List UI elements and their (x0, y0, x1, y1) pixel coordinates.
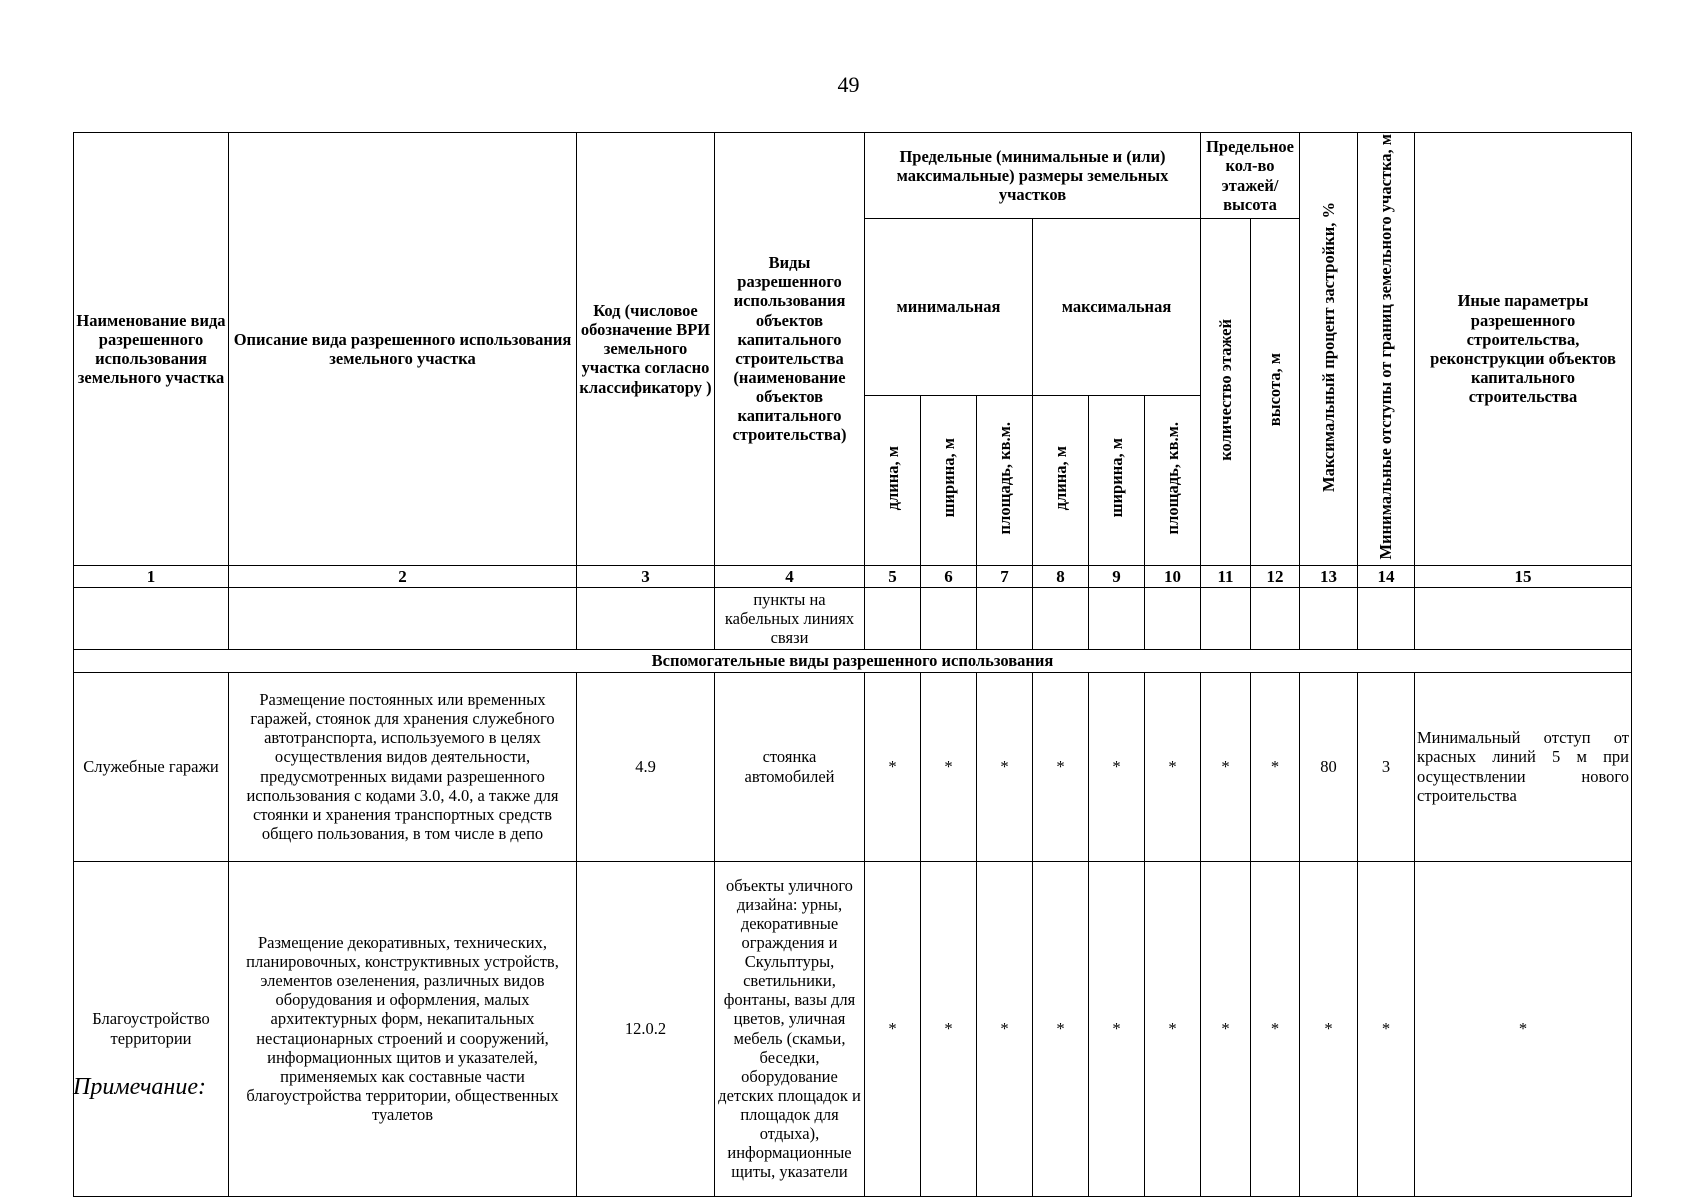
column-number: 12 (1251, 565, 1300, 588)
column-number: 9 (1089, 565, 1145, 588)
continuation-objects: пункты на кабельных линиях связи (715, 588, 865, 650)
column-number: 3 (577, 565, 715, 588)
land-use-code: 12.0.2 (577, 861, 715, 1196)
header-min-group: минимальная (865, 219, 1033, 396)
header-other-params: Иные параметры разрешенного строительства, реконструкции объектов капитального строительства (1415, 133, 1632, 566)
header-floors: количество этажей (1201, 219, 1251, 566)
empty-cell (1033, 588, 1089, 650)
header-col-objects: Виды разрешенного использования объектов капитального строительства (наименование объектов капитального строительства) (715, 133, 865, 566)
land-use-name: Благоустройство территории (74, 861, 229, 1196)
max-percent-value: 80 (1300, 672, 1358, 861)
land-use-objects: стоянка автомобилей (715, 672, 865, 861)
max-area-value: * (1145, 672, 1201, 861)
section-title: Вспомогательные виды разрешенного использования (74, 650, 1632, 672)
empty-cell (1415, 588, 1632, 650)
column-number: 14 (1358, 565, 1415, 588)
max-width-value: * (1089, 861, 1145, 1196)
max-length-value: * (1033, 672, 1089, 861)
header-min-length: длина, м (865, 395, 921, 565)
max-percent-value: * (1300, 861, 1358, 1196)
min-area-value: * (977, 861, 1033, 1196)
column-number: 8 (1033, 565, 1089, 588)
empty-cell (865, 588, 921, 650)
empty-cell (1201, 588, 1251, 650)
empty-cell (977, 588, 1033, 650)
land-use-name: Служебные гаражи (74, 672, 229, 861)
land-use-description: Размещение декоративных, технических, планировочных, конструктивных устройств, элементов озеленения, различных видов оборудования и оформления, малых архитектурных форм, некапитальных нестационарных строений и сооружений, информационных щитов и указателей, применяемых как составные части благоустройства территории, общественных туалетов (229, 861, 577, 1196)
floors-value: * (1201, 672, 1251, 861)
header-max-percent: Максимальный процент застройки, % (1300, 133, 1358, 566)
max-area-value: * (1145, 861, 1201, 1196)
column-number: 2 (229, 565, 577, 588)
empty-cell (1300, 588, 1358, 650)
header-col-code: Код (числовое обозначение ВРИ земельного участка согласно классификатору ) (577, 133, 715, 566)
empty-cell (74, 588, 229, 650)
header-max-width: ширина, м (1089, 395, 1145, 565)
section-row (74, 650, 1632, 672)
min-setback-value: 3 (1358, 672, 1415, 861)
header-max-group: максимальная (1033, 219, 1201, 396)
column-number: 13 (1300, 565, 1358, 588)
header-row-1 (74, 133, 1632, 219)
header-floors-group: Предельное кол-во этажей/ высота (1201, 133, 1300, 219)
column-number: 11 (1201, 565, 1251, 588)
max-length-value: * (1033, 861, 1089, 1196)
header-col-name: Наименование вида разрешенного использования земельного участка (74, 133, 229, 566)
max-width-value: * (1089, 672, 1145, 861)
min-area-value: * (977, 672, 1033, 861)
header-col-description: Описание вида разрешенного использования земельного участка (229, 133, 577, 566)
floors-value: * (1201, 861, 1251, 1196)
continuation-row (74, 588, 1632, 650)
height-value: * (1251, 861, 1300, 1196)
note-label: Примечание: (73, 1074, 206, 1100)
column-number: 1 (74, 565, 229, 588)
header-height: высота, м (1251, 219, 1300, 566)
column-number: 4 (715, 565, 865, 588)
empty-cell (1251, 588, 1300, 650)
column-number: 15 (1415, 565, 1632, 588)
empty-cell (1145, 588, 1201, 650)
column-numbers-row (74, 565, 1632, 588)
empty-cell (1089, 588, 1145, 650)
land-use-table (73, 132, 1632, 1197)
empty-cell (229, 588, 577, 650)
header-min-width: ширина, м (921, 395, 977, 565)
land-use-objects: объекты уличного дизайна: урны, декоративные ограждения и Скульптуры, светильники, фонтаны, вазы для цветов, уличная мебель (скамьи, беседки, оборудование детских площадок и площадок для отдыха), информационные щиты, указатели (715, 861, 865, 1196)
land-use-description: Размещение постоянных или временных гаражей, стоянок для хранения служебного автотранспорта, используемого в целях осуществления видов деятельности, предусмотренных видами разрешенного использования с кодами 3.0, 4.0, а также для стоянки и хранения транспортных средств общего пользования, в том числе в депо (229, 672, 577, 861)
header-min-setback: Минимальные отступы от границ земельного участка, м (1358, 133, 1415, 566)
empty-cell (1358, 588, 1415, 650)
other-params-value: Минимальный отступ от красных линий 5 м при осуществлении нового строительства (1415, 672, 1632, 861)
column-number: 5 (865, 565, 921, 588)
other-params-value: * (1415, 861, 1632, 1196)
min-setback-value: * (1358, 861, 1415, 1196)
height-value: * (1251, 672, 1300, 861)
min-length-value: * (865, 861, 921, 1196)
column-number: 6 (921, 565, 977, 588)
column-number: 10 (1145, 565, 1201, 588)
header-min-area: площадь, кв.м. (977, 395, 1033, 565)
header-max-length: длина, м (1033, 395, 1089, 565)
table-row (74, 672, 1632, 861)
empty-cell (921, 588, 977, 650)
min-width-value: * (921, 672, 977, 861)
column-number: 7 (977, 565, 1033, 588)
page-number: 49 (837, 72, 860, 97)
empty-cell (577, 588, 715, 650)
header-max-area: площадь, кв.м. (1145, 395, 1201, 565)
header-sizes-group: Предельные (минимальные и (или) максимальные) размеры земельных участков (865, 133, 1201, 219)
min-length-value: * (865, 672, 921, 861)
land-use-code: 4.9 (577, 672, 715, 861)
table-row (74, 861, 1632, 1196)
min-width-value: * (921, 861, 977, 1196)
